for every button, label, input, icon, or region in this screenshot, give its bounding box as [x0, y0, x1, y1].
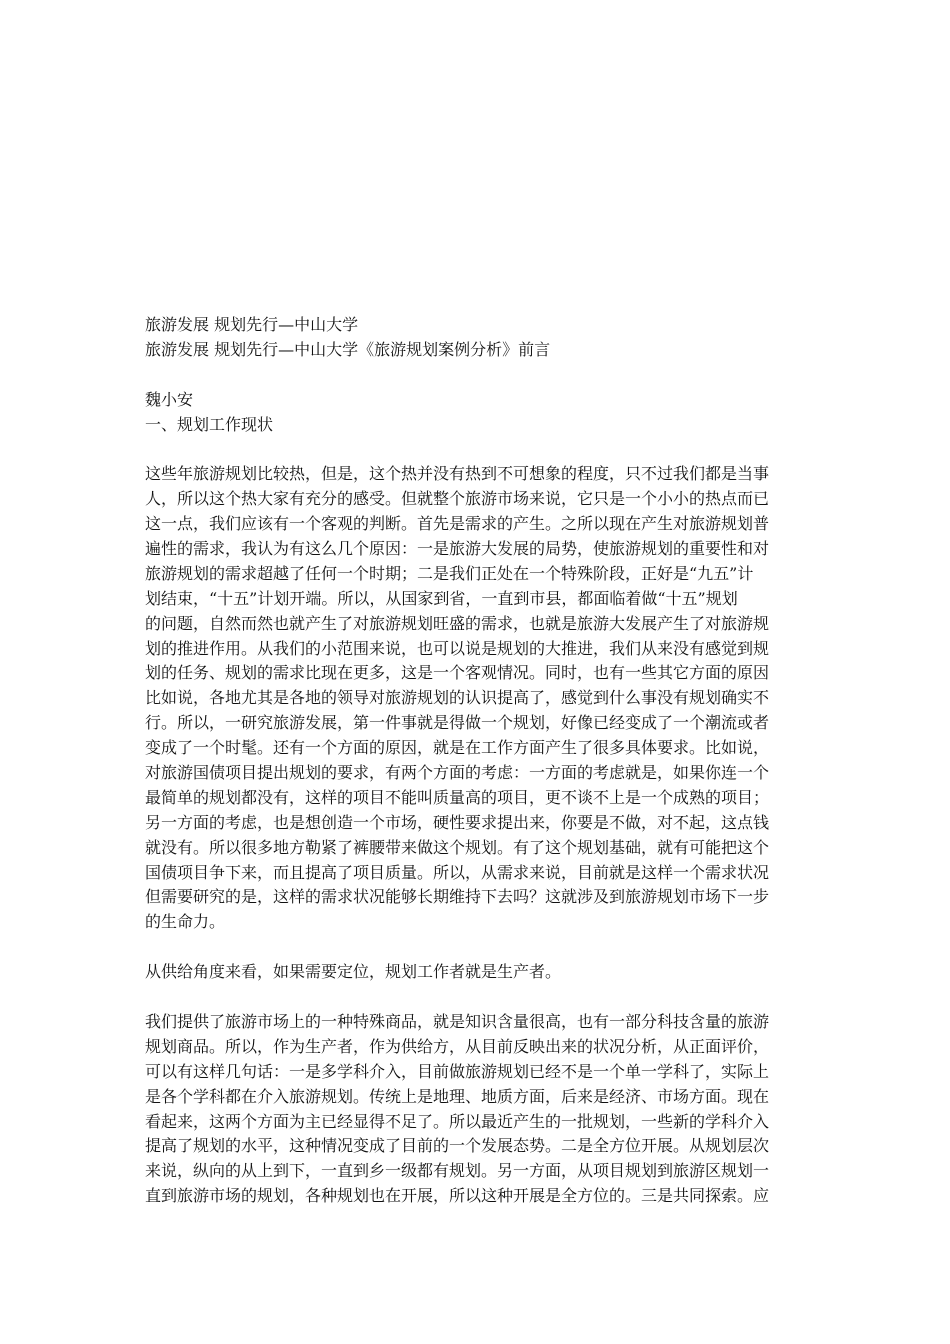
paragraph-line: 比如说，各地尤其是各地的领导对旅游规划的认识提高了，感觉到什么事没有规划确实不	[145, 688, 770, 708]
paragraph-line: 对旅游国债项目提出规划的要求，有两个方面的考虑：一方面的考虑就是，如果你连一个	[145, 763, 770, 783]
paragraph-line: 可以有这样几句话：一是多学科介入，目前做旅游规划已经不是一个单一学科了，实际上	[145, 1061, 770, 1081]
paragraph-line: 就没有。所以很多地方勒紧了裤腰带来做这个规划。有了这个规划基础，就有可能把这个	[145, 837, 770, 857]
paragraph-1	[145, 462, 815, 935]
paragraph-line: 行。所以，一研究旅游发展，第一件事就是得做一个规划，好像已经变成了一个潮流或者	[145, 713, 770, 733]
title-line-2: 旅游发展 规划先行—中山大学《旅游规划案例分析》前言	[145, 339, 551, 359]
paragraph-line: 的问题，自然而然也就产生了对旅游规划旺盛的需求，也就是旅游大发展产生了对旅游规	[145, 613, 770, 633]
paragraph-line: 这些年旅游规划比较热，但是，这个热并没有热到不可想象的程度，只不过我们都是当事	[145, 464, 770, 484]
paragraph-line: 规划商品。所以，作为生产者，作为供给方，从目前反映出来的状况分析，从正面评价，	[145, 1036, 770, 1056]
paragraph-3	[145, 1010, 815, 1209]
spacer	[145, 985, 815, 1010]
paragraph-2	[145, 960, 815, 985]
paragraph-line: 旅游规划的需求超越了任何一个时期；二是我们正处在一个特殊阶段，正好是“九五”计	[145, 563, 754, 583]
paragraph-line: 划的推进作用。从我们的小范围来说，也可以说是规划的大推进，我们从来没有感觉到规	[145, 638, 770, 658]
author-name: 魏小安	[145, 389, 194, 409]
paragraph-line: 划结束，“十五”计划开端。所以，从国家到省，一直到市县，都面临着做“十五”规划	[145, 588, 738, 608]
paragraph-line: 直到旅游市场的规划，各种规划也在开展，所以这种开展是全方位的。三是共同探索。应	[145, 1186, 770, 1206]
paragraph-line: 最简单的规划都没有，这样的项目不能叫质量高的项目，更不谈不上是一个成熟的项目；	[145, 787, 770, 807]
paragraph-line: 我们提供了旅游市场上的一种特殊商品，就是知识含量很高，也有一部分科技含量的旅游	[145, 1011, 770, 1031]
paragraph-line: 人，所以这个热大家有充分的感受。但就整个旅游市场来说，它只是一个小小的热点而已	[145, 489, 770, 509]
paragraph-line: 的生命力。	[145, 912, 226, 932]
paragraph-line: 从供给角度来看，如果需要定位，规划工作者就是生产者。	[145, 962, 562, 982]
paragraph-line: 另一方面的考虑，也是想创造一个市场，硬性要求提出来，你要是不做，对不起，这点钱	[145, 812, 770, 832]
spacer	[145, 935, 815, 960]
spacer	[145, 363, 815, 388]
section-heading: 一、规划工作现状	[145, 414, 274, 434]
paragraph-line: 来说，纵向的从上到下，一直到乡一级都有规划。另一方面，从项目规划到旅游区规划一	[145, 1161, 770, 1181]
spacer	[145, 437, 815, 462]
paragraph-line: 提高了规划的水平，这种情况变成了目前的一个发展态势。二是全方位开展。从规划层次	[145, 1136, 770, 1156]
paragraph-line: 遍性的需求，我认为有这么几个原因：一是旅游大发展的局势，使旅游规划的重要性和对	[145, 539, 770, 559]
paragraph-line: 是各个学科都在介入旅游规划。传统上是地理、地质方面，后来是经济、市场方面。现在	[145, 1086, 770, 1106]
paragraph-line: 看起来，这两个方面为主已经显得不足了。所以最近产生的一批规划，一些新的学科介入	[145, 1111, 770, 1131]
paragraph-line: 划的任务、规划的需求比现在更多，这是一个客观情况。同时，也有一些其它方面的原因	[145, 663, 770, 683]
document-body	[145, 313, 815, 1209]
paragraph-line: 变成了一个时髦。还有一个方面的原因，就是在工作方面产生了很多具体要求。比如说，	[145, 738, 770, 758]
paragraph-line: 但需要研究的是，这样的需求状况能够长期维持下去吗？这就涉及到旅游规划市场下一步	[145, 887, 770, 907]
paragraph-line: 这一点，我们应该有一个客观的判断。首先是需求的产生。之所以现在产生对旅游规划普	[145, 514, 770, 534]
paragraph-line: 国债项目争下来，而且提高了项目质量。所以，从需求来说，目前就是这样一个需求状况	[145, 862, 770, 882]
title-line-1: 旅游发展 规划先行—中山大学	[145, 315, 359, 334]
